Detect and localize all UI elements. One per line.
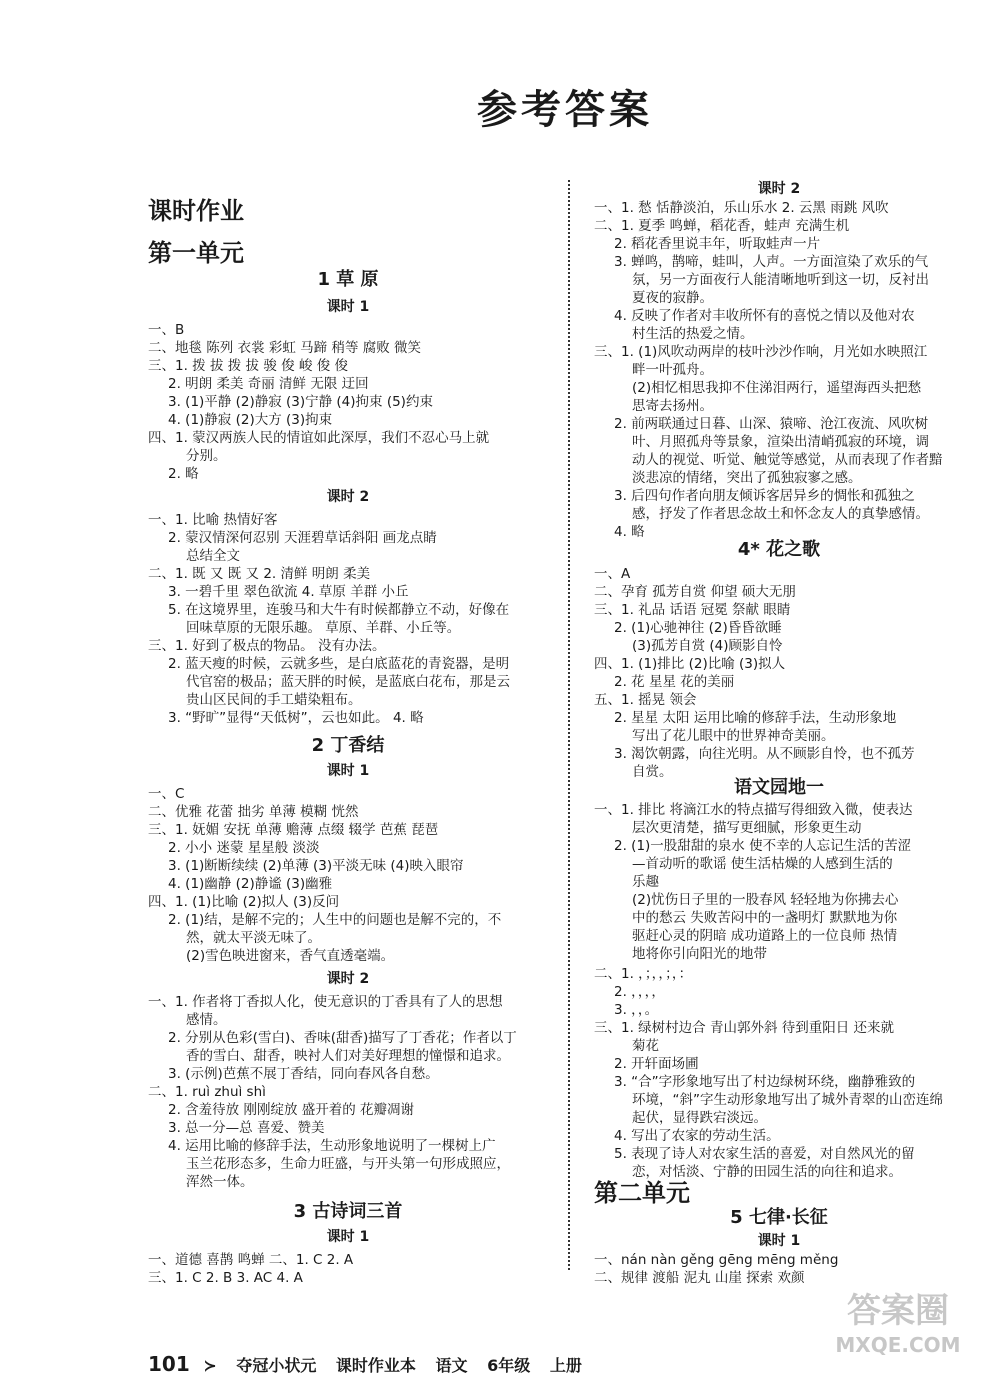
subsection-heading: 课时 2	[326, 489, 370, 505]
unit-heading: 第二单元	[594, 1179, 690, 1207]
answer-line: 5. 表现了诗人对农家生活的喜爱，对自然风光的留	[614, 1146, 915, 1162]
answer-line: 贵山区民间的手工蜡染粗布。	[186, 692, 362, 708]
answer-line: 2. 前两联通过日暮、山深、猿啼、沧江夜流、风吹树	[614, 416, 929, 432]
watermark-text: 答案圈	[847, 1291, 949, 1331]
answer-line: 自赏。	[632, 764, 673, 780]
answer-line: 3. 后四句作者向朋友倾诉客居异乡的惆怅和孤独之	[614, 488, 915, 504]
footer-book: 课时作业本	[335, 1356, 416, 1375]
watermark-logo	[818, 1289, 978, 1375]
answer-line: 三、1. 礼品 话语 冠冕 祭献 眼睛	[594, 602, 791, 618]
answer-line: —首动听的歌谣 使生活枯燥的人感到生活的	[632, 856, 893, 872]
answer-line: 回味草原的无限乐趣。 草原、羊群、小丘等。	[186, 620, 461, 636]
answer-line: 2. 含羞待放 刚刚绽放 盛开着的 花瓣凋谢	[168, 1102, 415, 1118]
answer-line: 分别。	[186, 448, 227, 464]
answer-line: 一、1. 作者将丁香拟人化，使无意识的丁香具有了人的思想	[148, 994, 503, 1010]
lesson-heading: 5 七律·长征	[730, 1207, 828, 1228]
answer-line: 2. 蒙汉情深何忍别 天涯碧草话斜阳 画龙点睛	[168, 530, 437, 546]
answer-line: 一、1. 愁 恬静淡泊，乐山乐水 2. 云黑 雨跳 风吹	[594, 200, 889, 216]
answer-line: 四、1. (1)排比 (2)比喻 (3)拟人	[594, 656, 786, 672]
answer-line: 二、规律 渡船 泥丸 山崖 探索 欢颜	[594, 1270, 805, 1286]
answer-line: 然，就太平淡无味了。	[186, 930, 321, 946]
answer-line: 村生活的热爱之情。	[632, 326, 754, 342]
lesson-heading: 2 丁香结	[311, 735, 385, 756]
footer-brand: 夺冠小状元	[236, 1356, 317, 1375]
answer-line: 三、1. (1)风吹动两岸的枝叶沙沙作响，月光如水映照江	[594, 344, 928, 360]
footer-volume: 上册	[549, 1356, 582, 1375]
answer-line: 思寄去扬州。	[632, 398, 713, 414]
answer-line: 五、1. 摇晃 领会	[594, 692, 697, 708]
answer-line: 一、道德 喜鹊 鸣蝉 二、1. C 2. A	[148, 1252, 354, 1268]
subsection-heading: 课时 1	[757, 1233, 801, 1249]
answer-line: 总结全文	[186, 548, 240, 564]
answer-line: 一、A	[594, 566, 631, 582]
answer-line: 起伏，显得跌宕淡远。	[632, 1110, 767, 1126]
watermark-url: MXQE.COM	[835, 1333, 961, 1357]
answer-line: 三、1. 绿树村边合 青山郭外斜 待到重阳日 还来就	[594, 1020, 895, 1036]
answer-line: 四、1. (1)比喻 (2)拟人 (3)反问	[148, 894, 340, 910]
answer-line: (2)忧伤日子里的一股春风 轻轻地为你拂去心	[632, 892, 899, 908]
page-title: 参考答案	[477, 87, 653, 133]
answer-line: 层次更清楚，描写更细腻，形象更生动	[632, 820, 862, 836]
answer-line: 2. 小小 迷蒙 星星般 淡淡	[168, 840, 320, 856]
subsection-heading: 课时 2	[757, 181, 801, 197]
answer-line: 2. 花 星星 花的美丽	[614, 674, 735, 690]
answer-line: 3. 蝉鸣，鹊啼，蛙叫，人声。一方面渲染了欢乐的气	[614, 254, 929, 270]
answer-line: 3. 一碧千里 翠色欲流 4. 草原 羊群 小丘	[168, 584, 409, 600]
lesson-heading: 3 古诗词三首	[293, 1201, 403, 1222]
answer-line: 二、1. 夏季 鸣蝉，稻花香，蛙声 充满生机	[594, 218, 850, 234]
answer-line: 中的愁云 失败苦闷中的一盏明灯 默默地为你	[632, 910, 898, 926]
answer-line: 二、地毯 陈列 衣裳 彩虹 马蹄 稍等 腐败 微笑	[148, 340, 422, 356]
subsection-heading: 课时 1	[326, 299, 370, 315]
answer-line: 三、1. 妩媚 安抚 单薄 赡薄 点缀 辍学 芭蕉 琵琶	[148, 822, 439, 838]
answer-line: 淡悲凉的情绪，突出了孤独寂寥之感。	[632, 470, 862, 486]
unit-heading: 第一单元	[148, 239, 244, 267]
answer-line: 2. (1)一股甜甜的泉水 使不幸的人忘记生活的苦涩	[614, 838, 912, 854]
answer-line: 3. 总一分—总 喜爱、赞美	[168, 1120, 325, 1136]
footer-subject: 语文	[435, 1356, 468, 1375]
answer-line: 2. 星星 太阳 运用比喻的修辞手法，生动形象地	[614, 710, 897, 726]
lesson-heading: 语文园地一	[734, 777, 824, 798]
answer-line: 乐趣	[632, 874, 659, 890]
answer-line: 2. 略	[168, 466, 199, 482]
answer-line: 畔一叶孤舟。	[632, 362, 713, 378]
answer-line: 夏夜的寂静。	[632, 290, 713, 306]
answer-line: 4. 写出了农家的劳动生活。	[614, 1128, 780, 1144]
answer-line: 3. ，，。	[614, 1002, 659, 1018]
answer-line: 3. 渴饮朝露，向往光明。从不顾影自怜，也不孤芳	[614, 746, 915, 762]
answer-line: 香的雪白、甜香，映衬人们对美好理想的憧憬和追求。	[186, 1048, 510, 1064]
footer-grade: 6年级	[487, 1356, 531, 1375]
answer-line: 2. 蓝天瘦的时候，云就多些，是白底蓝花的青瓷器，是明	[168, 656, 510, 672]
answer-line: 2. 开轩面场圃	[614, 1056, 699, 1072]
answer-line: 一、C	[148, 786, 185, 802]
page-footer	[148, 1352, 596, 1376]
answer-line: 4. 反映了作者对丰收所怀有的喜悦之情以及他对农	[614, 308, 915, 324]
answer-line: 二、优雅 花蕾 拙劣 单薄 模糊 恍然	[148, 804, 359, 820]
answer-line: 二、孕育 孤芳自赏 仰望 硕大无朋	[594, 584, 796, 600]
answer-line: 浑然一体。	[186, 1174, 254, 1190]
subsection-heading: 课时 1	[326, 1229, 370, 1245]
answer-line: 2. ，，，，	[614, 984, 665, 1000]
answer-line: 四、1. 蒙汉两族人民的情谊如此深厚，我们不忍心马上就	[148, 430, 490, 446]
answer-line: 驱赶心灵的阴暗 成功道路上的一位良师 热情	[632, 928, 898, 944]
page-number: 101	[148, 1352, 190, 1376]
answer-line: 2. 明朗 柔美 奇丽 清鲜 无限 迂回	[168, 376, 369, 392]
answer-line: (2)雪色映进窗来，香气直透毫端。	[186, 948, 395, 964]
subsection-heading: 课时 1	[326, 763, 370, 779]
lesson-heading: 1 草 原	[317, 269, 379, 290]
answer-line: 二、1. ，；，，；，：	[594, 966, 693, 982]
answer-line: 玉兰花形态多，生命力旺盛，与开头第一句形成照应，	[186, 1156, 510, 1172]
answer-line: 2. (1)心驰神往 (2)昏昏欲睡	[614, 620, 782, 636]
answer-line: 一、B	[148, 322, 185, 338]
answer-line: 4. 运用比喻的修辞手法，生动形象地说明了一棵树上广	[168, 1138, 496, 1154]
answer-line: 感情。	[186, 1012, 227, 1028]
answer-line: 一、1. 排比 将滴江水的特点描写得细致入微，使表达	[594, 802, 913, 818]
answer-line: 三、1. C 2. B 3. AC 4. A	[148, 1270, 303, 1286]
answer-line: 3. (示例)芭蕉不展丁香结，同向春风各自愁。	[168, 1066, 439, 1082]
answer-line: 3. (1)平静 (2)静寂 (3)宁静 (4)拘束 (5)约束	[168, 394, 433, 410]
answer-line: 一、1. 比喻 热情好客	[148, 512, 278, 528]
answer-line: 3. (1)断断续续 (2)单薄 (3)平淡无味 (4)映入眼帘	[168, 858, 464, 874]
subsection-heading: 课时 2	[326, 971, 370, 987]
answer-line: 3. “合”字形象地写出了村边绿树环绕，幽静雅致的	[614, 1074, 916, 1090]
answer-line: 恋，对恬淡、宁静的田园生活的向往和追求。	[632, 1164, 902, 1180]
answer-line: 4. 略	[614, 524, 645, 540]
answer-line: 动人的视觉、听觉、触觉等感觉，从而表现了作者黯	[632, 452, 943, 468]
answer-line: 三、1. 拨 拔 拨 拔 骏 俊 峻 俊 俊	[148, 358, 349, 374]
answer-line: 地将你引向阳光的地带	[632, 946, 767, 962]
answer-line: 2. 分别从色彩(雪白)、香味(甜香)描写了丁香花；作者以丁	[168, 1030, 517, 1046]
answer-line: 氛，另一方面夜行人能清晰地听到这一切，反衬出	[632, 272, 929, 288]
answer-line: 代官窑的极品；蓝天胖的时候，是蓝底白花布，那是云	[186, 674, 510, 690]
answer-line: 3. “野旷”显得“天低树”，云也如此。 4. 略	[168, 710, 424, 726]
answer-line: 三、1. 好到了极点的物品。 没有办法。	[148, 638, 386, 654]
lesson-heading: 4* 花之歌	[737, 539, 821, 560]
column-divider	[568, 180, 570, 1270]
answer-line: 5. 在这境界里，连骏马和大牛有时候都静立不动，好像在	[168, 602, 510, 618]
section-heading: 课时作业	[148, 197, 244, 225]
answer-line: 4. (1)静寂 (2)大方 (3)拘束	[168, 412, 333, 428]
answer-line: 二、1. 既 又 既 又 2. 清鲜 明朗 柔美	[148, 566, 371, 582]
answer-line: 感，抒发了作者思念故土和怀念友人的真挚感情。	[632, 506, 929, 522]
answer-line: 菊花	[632, 1038, 659, 1054]
answer-line: 叶、月照孤舟等景象，渲染出清峭孤寂的环境，调	[632, 434, 929, 450]
answer-line: 2. 稻花香里说丰年，听取蛙声一片	[614, 236, 821, 252]
answer-line: 环境，“斜”字生动形象地写出了城外青翠的山峦连绵	[632, 1092, 943, 1108]
footer-arrow-icon: ≻	[203, 1356, 217, 1375]
answer-line: (2)相忆相思我抑不住涕泪两行，遥望海西头把愁	[632, 380, 922, 396]
answer-line: 写出了花儿眼中的世界神奇美丽。	[632, 728, 835, 744]
answer-line: 2. (1)结，是解不完的；人生中的问题也是解不完的，不	[168, 912, 502, 928]
answer-line: 4. (1)幽静 (2)静谧 (3)幽雅	[168, 876, 333, 892]
answer-line: 一、nán nàn gěng gēng mēng měng	[594, 1252, 839, 1268]
answer-line: (3)孤芳自赏 (4)顾影自怜	[632, 638, 783, 654]
answer-line: 二、1. ruì zhuì shì	[148, 1084, 266, 1100]
